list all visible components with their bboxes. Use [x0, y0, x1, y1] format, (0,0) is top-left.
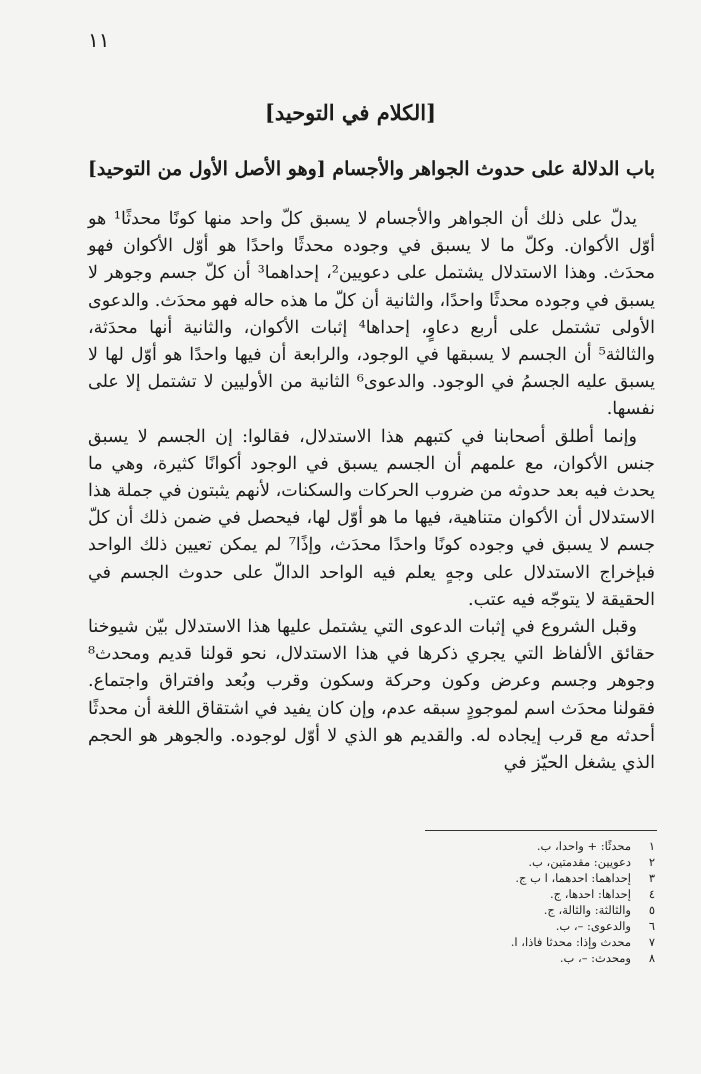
footnote-number: ٨ [648, 951, 655, 965]
footnote-number: ٢ [648, 855, 655, 869]
footnote [355, 854, 655, 870]
footnote-text: والثالثة: والثالة، ج. [543, 903, 631, 917]
footnote-text: محدثًا: + واحدا، ب. [536, 839, 631, 853]
footnote [355, 902, 655, 918]
footnote [355, 950, 655, 966]
footnote-text: محدث وإذا: محدثا فاذا، ا. [510, 935, 631, 949]
footnote [355, 918, 655, 934]
page-number: ١١ [88, 28, 110, 52]
footnotes [355, 838, 655, 966]
footnote [355, 870, 655, 886]
footnote-text: إحداها: احدها، ج. [550, 887, 631, 901]
chapter-title: باب الدلالة على حدوث الجواهر والأجسام [وهو الأصل الأول من التوحيد] [87, 158, 655, 180]
footnote-number: ٧ [648, 935, 655, 949]
footnote-number: ٤ [648, 887, 655, 901]
footnote [355, 886, 655, 902]
footnote-number: ٣ [648, 871, 655, 885]
paragraph: وإنما أطلق أصحابنا في كتبهم هذا الاستدلال، فقالوا: إن الجسم لا يسبق جنس الأكوان، مع علمهم أن الجسم يسبق في الوجود أكوانًا كثيرة، وهي ما يحدث فيه بعد حدوثه من ضروب الحركات والسكنات، لأنهم يثبتون في جملة هذا الاستدلال أن الأكوان متناهية، فيها ما هو أوّل لها، فيحصل في ضمن ذلك أن كلّ جسم لا يسبق في وجوده كونًا واحدًا محدَث، وإذًا⁷ لم يمكن تعيين ذلك الواحد فبإخراج الاستدلال على وجهٍ يعلم فيه الواحد الدالّ على حدوث الجسم في الحقيقة لا يتوجّه فيه عتب. [88, 426, 656, 610]
footnote-number: ٥ [648, 903, 655, 917]
footnote [355, 934, 655, 950]
section-title: [الكلام في التوحيد] [264, 100, 437, 125]
paragraph: يدلّ على ذلك أن الجواهر والأجسام لا يسبق كلّ واحد منها كونًا محدثًا¹ هو أوّل الأكوان. وكلّ ما لا يسبق في وجوده محدثًا واحدًا هو أوّل الأكوان فهو محدَث. وهذا الاستدلال يشتمل على دعويين²، إحداهما³ أن كلّ جسم وجوهر لا يسبق في وجوده محدثًا واحدًا، والثانية أن كلّ ما هذه حاله فهو محدَث. والدعوى الأولى تشتمل على أربع دعاوٍ، إحداها⁴ إثبات الأكوان، والثانية أنها محدَثة، والثالثة⁵ أن الجسم لا يسبقها في الوجود، والرابعة أن فيها واحدًا هو أوّل لها لا يسبق عليه الجسمُ في الوجود. والدعوى⁶ الثانية من الأوليين لا تشتمل إلا على نفسها. [88, 209, 656, 420]
footnote [355, 838, 655, 854]
footnote-text: إحداهما: احدهما، ا ب ج. [515, 871, 631, 885]
footnote-text: ومحدث: –، ب. [559, 951, 631, 965]
paragraph: وقبل الشروع في إثبات الدعوى التي يشتمل عليها هذا الاستدلال بيّن شيوخنا حقائق الألفاظ التي يجري ذكرها في هذا الاستدلال، نحو قولنا قديم ومحدث⁸ وجوهر وجسم وعرض وكون وحركة وسكون وقرب وبُعد وافتراق واجتماع. فقولنا محدَث اسم لموجودٍ سبقه عدم، وإن كان يفيد في اشتقاق اللغة أن محدثًا أحدثه مع قرب إيجاده له. والقديم هو الذي لا أوّل لوجوده. والجوهر هو الحجم الذي يشغل الحيّز في [88, 617, 655, 774]
footnote-number: ٦ [648, 919, 655, 933]
footnote-text: دعويين: مقدمتين، ب. [528, 855, 631, 869]
footnote-text: والدعوى: –، ب. [555, 919, 631, 933]
body-text [88, 206, 655, 777]
footnote-number: ١ [648, 839, 655, 853]
footnote-divider [425, 830, 657, 831]
